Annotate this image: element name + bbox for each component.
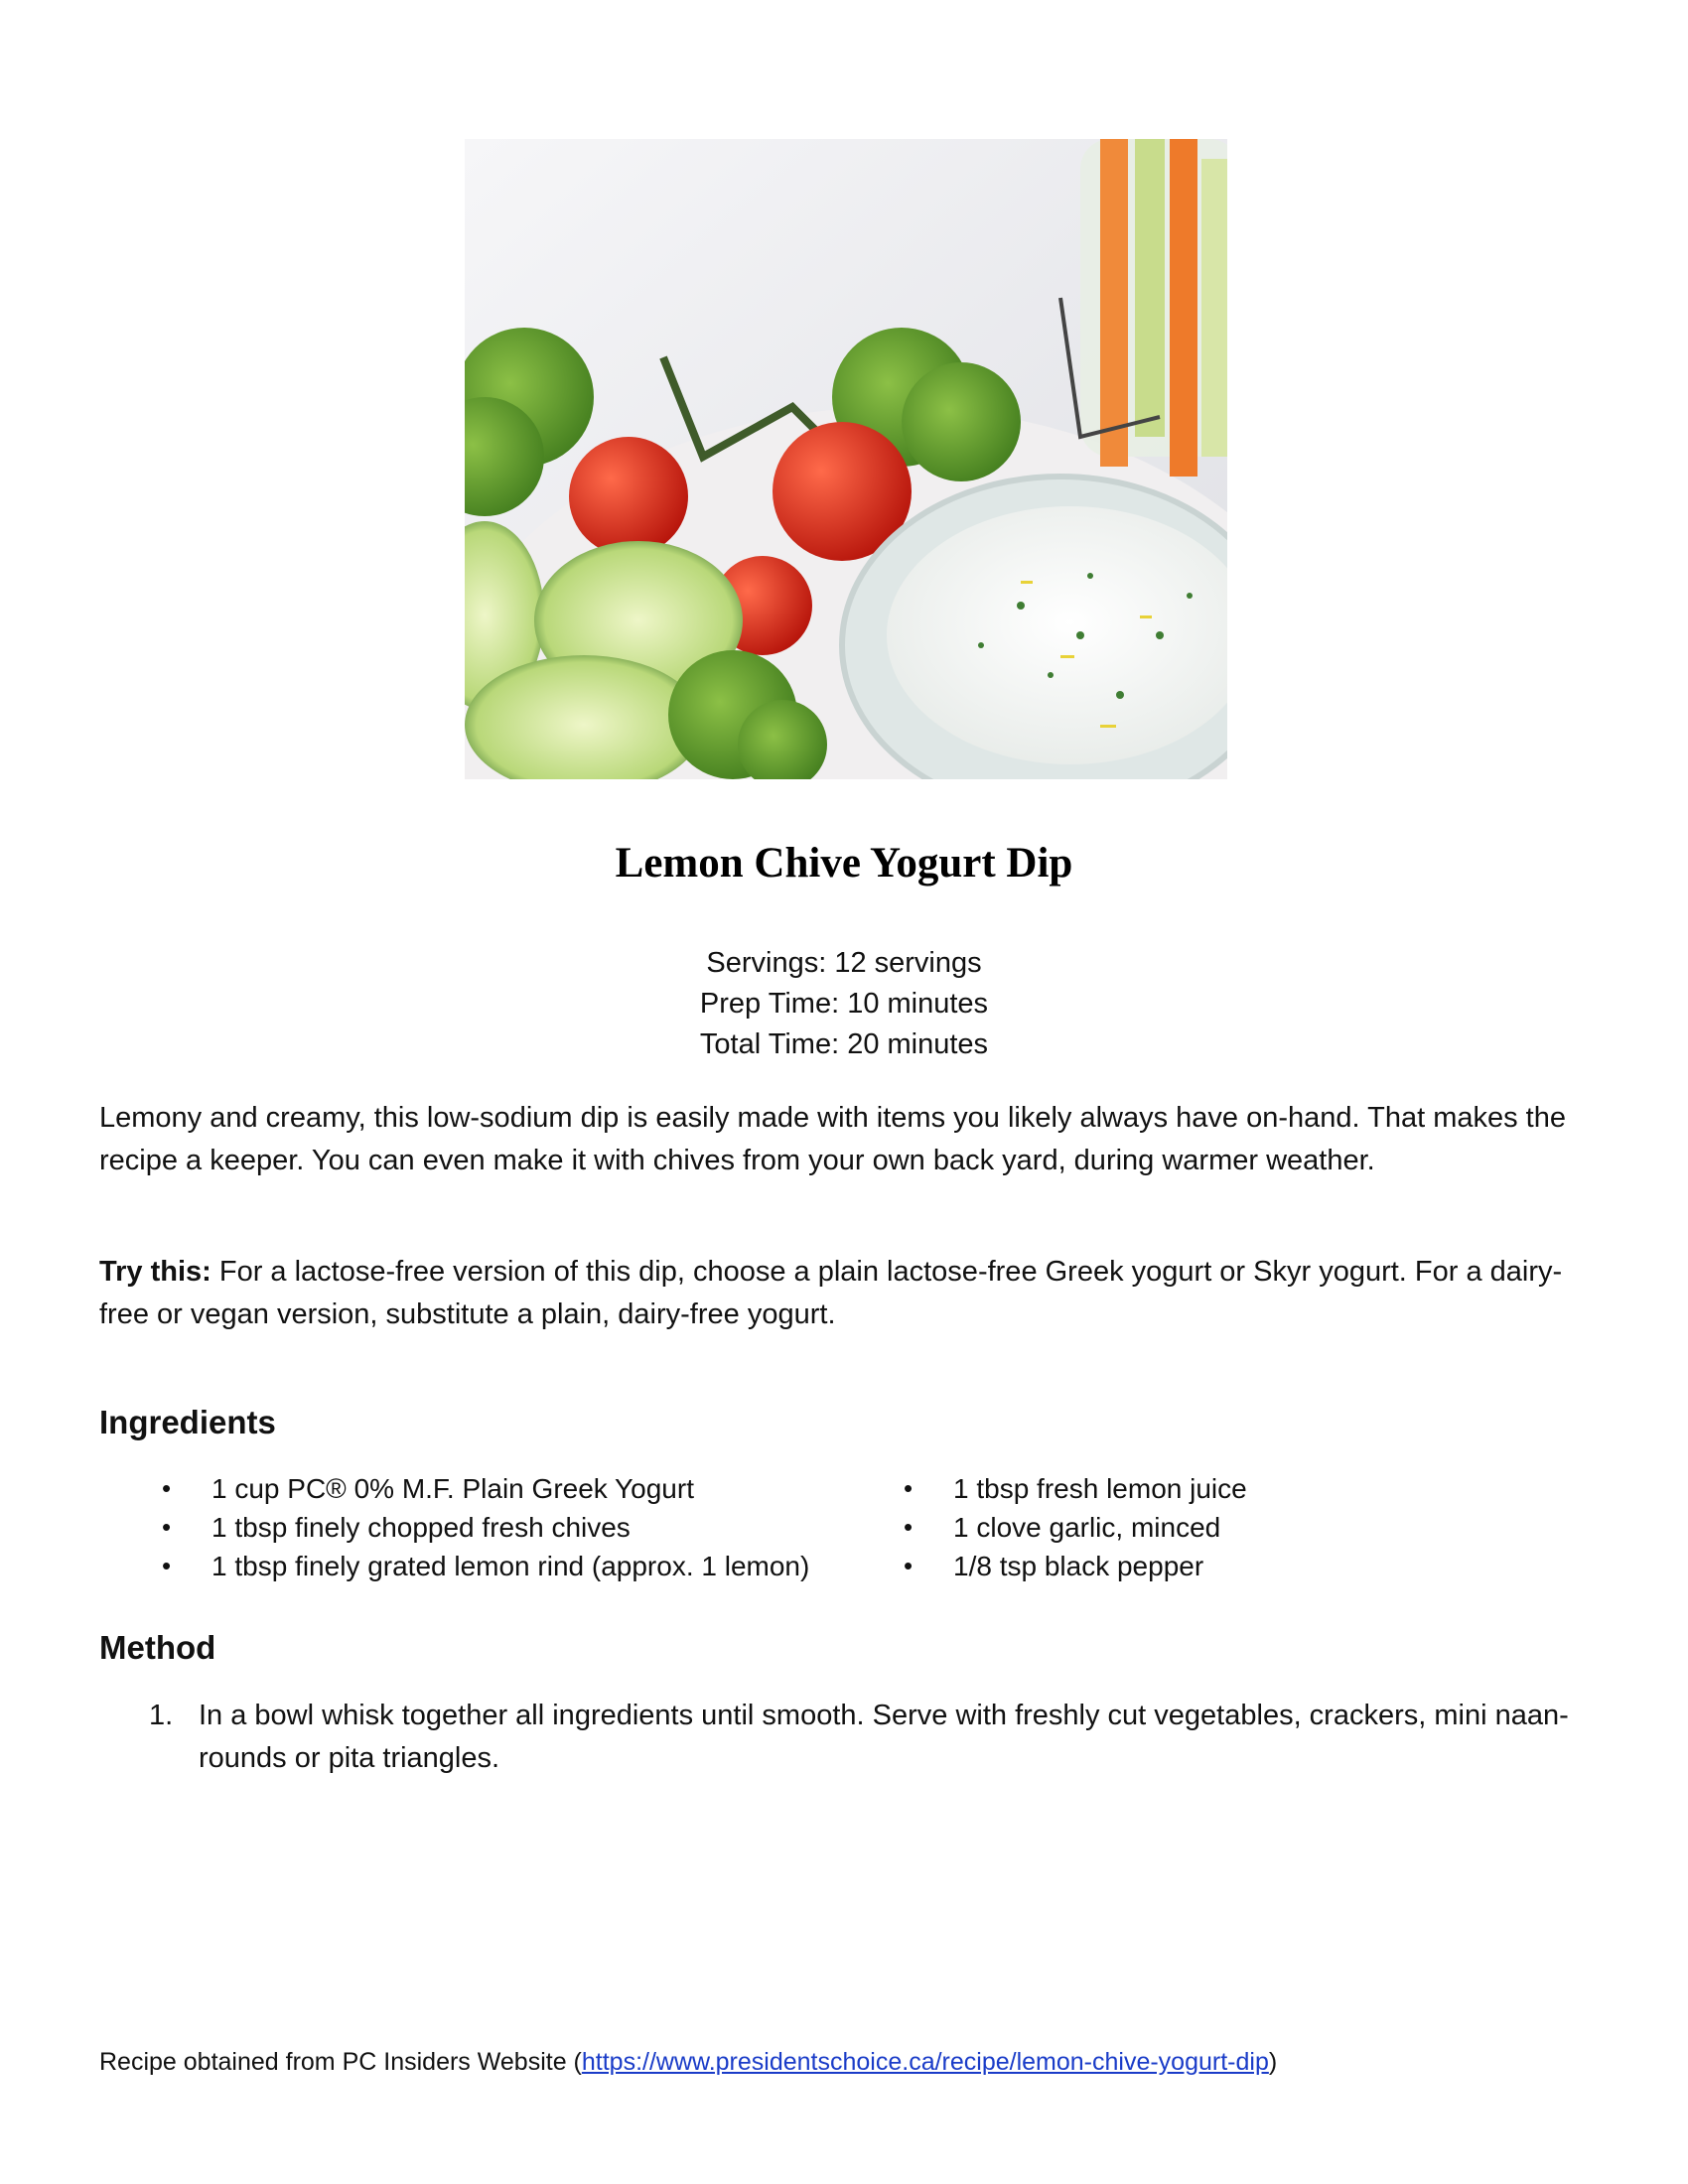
source-link[interactable]: https://www.presidentschoice.ca/recipe/lemon-chive-yogurt-dip [581,2048,1269,2076]
list-item: • 1 tbsp fresh lemon juice [953,1469,1247,1508]
bullet: • [904,1512,914,1542]
total-time: Total Time: 20 minutes [699,1028,989,1060]
list-item: • 1 clove garlic, minced [953,1508,1247,1547]
dip-vegetables-illustration [465,139,1227,779]
list-item: • 1/8 tsp black pepper [953,1547,1247,1585]
bullet: • [162,1473,172,1503]
recipe-meta [0,943,1688,1065]
recipe-intro: Lemony and creamy, this low-sodium dip is easily made with items you likely always have on-hand. That makes the recipe a keeper. You can even make it with chives from your own back yard, during warmer weather. [99,1102,1566,1176]
bullet: • [904,1551,914,1580]
list-item: • 1 cup PC® 0% M.F. Plain Greek Yogurt [211,1469,809,1508]
ingredients-list-left [162,1469,810,1585]
prep-time: Prep Time: 10 minutes [699,988,989,1020]
bullet: • [162,1551,172,1580]
recipe-photo [465,139,1227,779]
ingredients-list-right [904,1469,1247,1585]
list-item: • 1 tbsp finely chopped fresh chives [211,1508,809,1547]
recipe-title: Lemon Chive Yogurt Dip [615,840,1073,887]
ingredients-heading: Ingredients [99,1404,276,1440]
source-prefix: Recipe obtained from PC Insiders Website ( [99,2048,582,2076]
recipe-tip [99,1251,1589,1336]
source-note [99,2045,1277,2079]
tip-label: Try this: [99,1256,211,1288]
bullet: • [162,1512,172,1542]
method-heading: Method [99,1629,216,1666]
step-number: 1. [149,1700,174,1731]
servings: Servings: 12 servings [706,947,982,979]
source-suffix: ) [1268,2048,1278,2076]
method-list [149,1695,1589,1780]
list-item: • 1 tbsp finely grated lemon rind (approx. 1 lemon) [211,1547,809,1585]
tip-text: For a lactose-free version of this dip, choose a plain lactose-free Greek yogurt or Skyr yogurt. For a dairy-free or vegan version, substitute a plain, dairy-free yogurt. [99,1256,1563,1330]
bullet: • [904,1473,914,1503]
list-item [149,1695,1589,1780]
step-text: In a bowl whisk together all ingredients until smooth. Serve with freshly cut vegetables, crackers, mini naan- rounds or pita triangles. [199,1700,1569,1774]
